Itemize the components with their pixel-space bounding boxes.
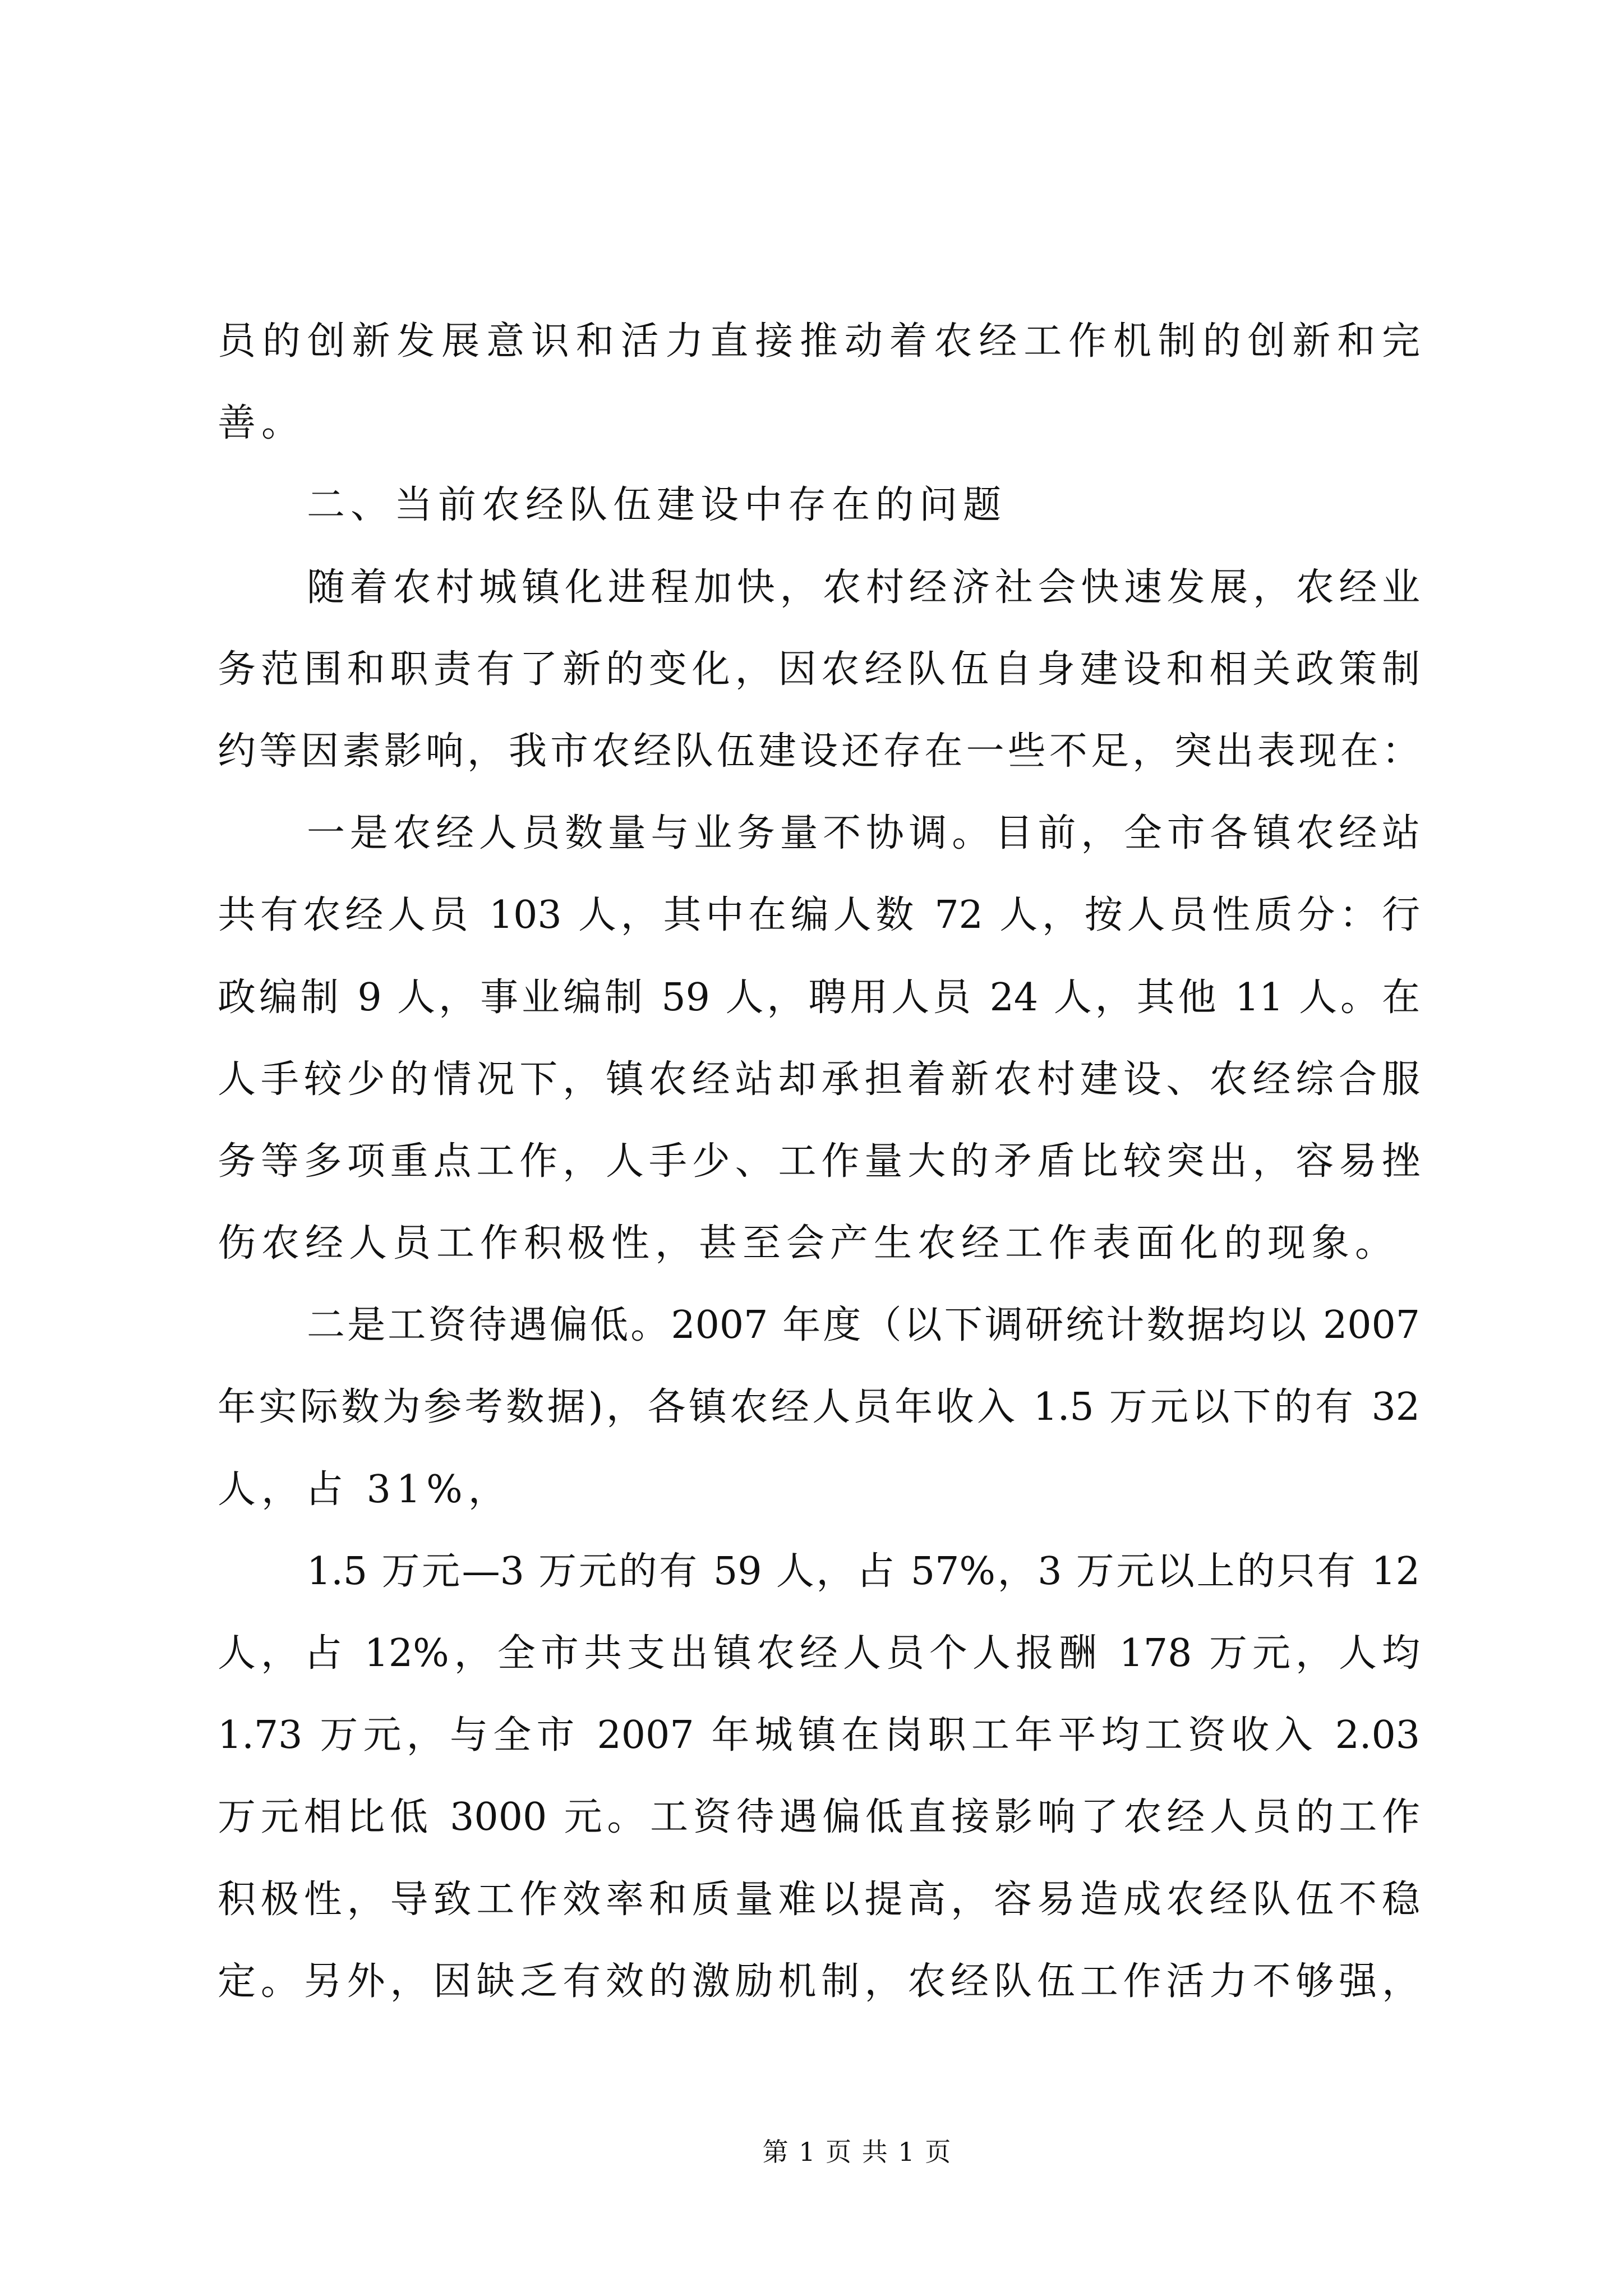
body-line: 万元相比低 3000 元。工资待遇偏低直接影响了农经人员的工作 xyxy=(218,1795,1420,1840)
paragraph-continuation xyxy=(218,301,1420,464)
paragraph-salary xyxy=(218,1285,1420,1531)
body-line: 员的创新发展意识和活力直接推动着农经工作机制的创新和完 xyxy=(218,319,1420,364)
body-line: 人手较少的情况下，镇农经站却承担着新农村建设、农经综合服 xyxy=(218,1057,1420,1102)
body-line: 1.73 万元，与全市 2007 年城镇在岗职工年平均工资收入 2.03 xyxy=(218,1713,1420,1758)
body-line: 伤农经人员工作积极性，甚至会产生农经工作表面化的现象。 xyxy=(218,1221,1399,1266)
body-line: 务等多项重点工作，人手少、工作量大的矛盾比较突出，容易挫 xyxy=(218,1139,1420,1184)
document-body xyxy=(218,301,1420,2023)
body-line: 约等因素影响，我市农经队伍建设还存在一些不足，突出表现在： xyxy=(218,729,1420,774)
body-line: 随着农村城镇化进程加快，农村经济社会快速发展，农经业 xyxy=(307,565,1420,610)
body-line: 政编制 9 人，事业编制 59 人，聘用人员 24 人，其他 11 人。在 xyxy=(218,975,1420,1020)
body-line: 1.5 万元—3 万元的有 59 人，占 57%，3 万元以上的只有 12 xyxy=(307,1549,1420,1594)
body-line: 一是农经人员数量与业务量不协调。目前，全市各镇农经站 xyxy=(307,811,1420,856)
page-number-footer: 第 1 页 共 1 页 xyxy=(762,2137,952,2167)
body-line: 人，占 31%， xyxy=(218,1467,512,1512)
paragraph-salary-detail xyxy=(218,1531,1420,2023)
section-heading xyxy=(218,464,1420,546)
body-line: 积极性，导致工作效率和质量难以提高，容易造成农经队伍不稳 xyxy=(218,1877,1420,1922)
paragraph-staffing xyxy=(218,793,1420,1285)
body-line: 共有农经人员 103 人，其中在编人数 72 人，按人员性质分：行 xyxy=(218,893,1420,938)
section-heading-text: 二、当前农经队伍建设中存在的问题 xyxy=(307,483,1007,528)
body-line: 二是工资待遇偏低。2007 年度（以下调研统计数据均以 2007 xyxy=(307,1303,1420,1348)
body-line: 定。另外，因缺乏有效的激励机制，农经队伍工作活力不够强， xyxy=(218,1959,1420,2004)
body-line: 人，占 12%，全市共支出镇农经人员个人报酬 178 万元，人均 xyxy=(218,1631,1420,1676)
body-line: 善。 xyxy=(218,401,306,446)
paragraph-intro xyxy=(218,547,1420,793)
body-line: 年实际数为参考数据)，各镇农经人员年收入 1.5 万元以下的有 32 xyxy=(218,1385,1420,1430)
body-line: 务范围和职责有了新的变化，因农经队伍自身建设和相关政策制 xyxy=(218,647,1420,692)
